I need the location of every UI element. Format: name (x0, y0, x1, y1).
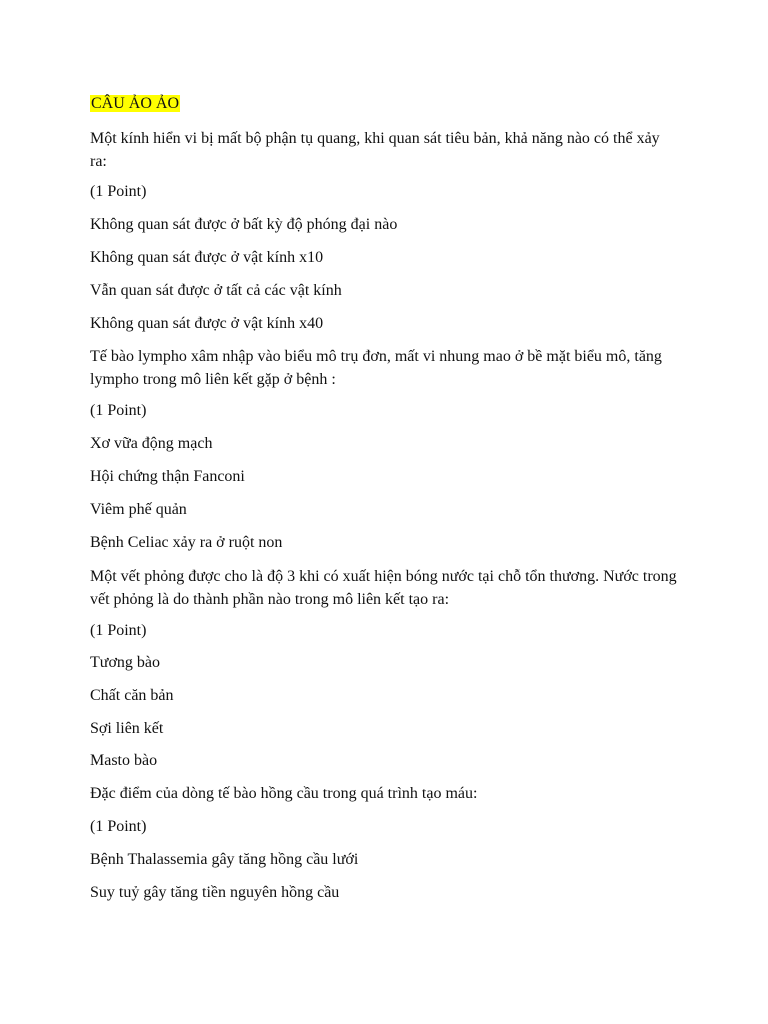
heading-highlight: CÂU ẢO ẢO (91, 95, 179, 112)
question-3-option-3: Sợi liên kết (90, 720, 164, 737)
question-4-text: Đặc điểm của dòng tế bào hồng cầu trong quá trình tạo máu: (90, 785, 478, 802)
question-4-points: (1 Point) (90, 818, 147, 835)
question-3-option-2: Chất căn bản (90, 687, 174, 704)
question-2-option-3: Viêm phế quản (90, 501, 187, 518)
question-2-option-4: Bệnh Celiac xảy ra ở ruột non (90, 534, 283, 551)
section-heading (90, 94, 180, 114)
question-3-text: Một vết phỏng được cho là độ 3 khi có xuất hiện bóng nước tại chỗ tổn thương. Nước trong vết phỏng là do thành phần nào trong mô liên kết tạo ra: (90, 568, 677, 608)
question-3-option-1: Tương bào (90, 654, 161, 671)
question-2-points: (1 Point) (90, 402, 147, 419)
question-3-points: (1 Point) (90, 622, 147, 639)
question-3-option-4: Masto bào (90, 752, 158, 769)
question-2-option-2: Hội chứng thận Fanconi (90, 468, 245, 485)
question-1-option-4: Không quan sát được ở vật kính x40 (90, 315, 324, 332)
question-1-option-3: Vẫn quan sát được ở tất cả các vật kính (90, 282, 342, 299)
question-1-option-2: Không quan sát được ở vật kính x10 (90, 249, 324, 266)
question-4-option-1: Bệnh Thalassemia gây tăng hồng cầu lưới (90, 851, 359, 868)
question-1-text: Một kính hiển vi bị mất bộ phận tụ quang, khi quan sát tiêu bản, khả năng nào có thể xảy ra: (90, 130, 660, 170)
question-1-points: (1 Point) (90, 183, 147, 200)
question-4-option-2: Suy tuỷ gây tăng tiền nguyên hồng cầu (90, 884, 340, 901)
question-2-option-1: Xơ vữa động mạch (90, 435, 213, 452)
question-2-text: Tế bào lympho xâm nhập vào biểu mô trụ đơn, mất vi nhung mao ở bề mặt biểu mô, tăng lympho trong mô liên kết gặp ở bệnh : (90, 348, 662, 388)
question-1-option-1: Không quan sát được ở bất kỳ độ phóng đại nào (90, 216, 398, 233)
